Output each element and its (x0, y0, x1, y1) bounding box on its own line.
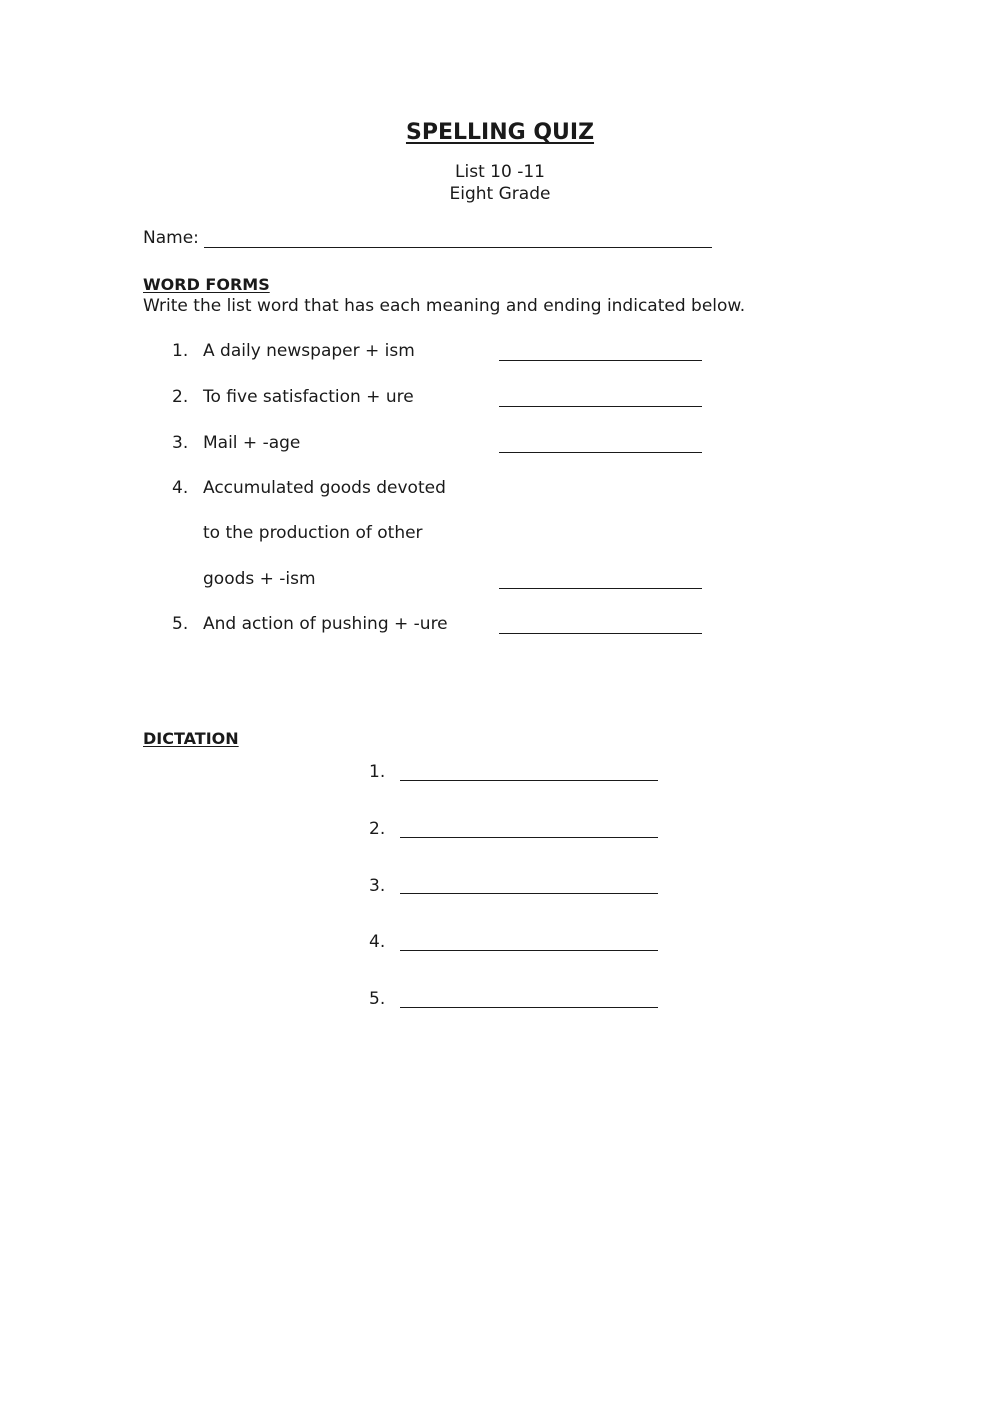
page-title: SPELLING QUIZ (405, 120, 595, 145)
answer-line-1[interactable] (499, 360, 702, 361)
answer-line-2[interactable] (499, 406, 702, 407)
answer-line-5[interactable] (499, 633, 702, 634)
item-text: To five satisfaction + ure (203, 387, 414, 407)
item-number: 4. (172, 478, 189, 498)
name-row (143, 228, 712, 248)
name-label: Name: (143, 228, 199, 248)
word-form-item-4-continued (172, 523, 423, 543)
dictation-line-5[interactable] (400, 1007, 658, 1008)
item-number: 5. (172, 614, 189, 634)
answer-line-3[interactable] (499, 452, 702, 453)
dictation-line-2[interactable] (400, 837, 658, 838)
word-form-item-1 (172, 341, 415, 361)
item-text: Mail + -age (203, 433, 301, 453)
dictation-number-1: 1. (369, 762, 386, 782)
item-text-line-2: to the production of other (203, 523, 423, 543)
word-form-item-4-end (172, 569, 316, 589)
dictation-heading: DICTATION (143, 729, 239, 748)
grade-level: Eight Grade (449, 184, 551, 204)
word-form-item-4 (172, 478, 446, 498)
item-number: 2. (172, 387, 189, 407)
item-text: A daily newspaper + ism (203, 341, 415, 361)
word-form-item-5 (172, 614, 448, 634)
dictation-number-5: 5. (369, 989, 386, 1009)
name-field[interactable] (204, 229, 712, 248)
dictation-number-4: 4. (369, 932, 386, 952)
word-forms-instructions: Write the list word that has each meaning and ending indicated below. (143, 296, 746, 316)
item-number: 1. (172, 341, 189, 361)
dictation-number-3: 3. (369, 876, 386, 896)
dictation-line-4[interactable] (400, 950, 658, 951)
word-form-item-2 (172, 387, 414, 407)
answer-line-4[interactable] (499, 588, 702, 589)
word-form-item-3 (172, 433, 300, 453)
item-text-line-3: goods + -ism (203, 569, 316, 589)
item-text: And action of pushing + -ure (203, 614, 448, 634)
item-number: 3. (172, 433, 189, 453)
dictation-line-1[interactable] (400, 780, 658, 781)
dictation-line-3[interactable] (400, 893, 658, 894)
list-number: List 10 -11 (455, 162, 545, 182)
item-text-line-1: Accumulated goods devoted (203, 478, 446, 498)
dictation-number-2: 2. (369, 819, 386, 839)
word-forms-heading: WORD FORMS (143, 275, 270, 294)
